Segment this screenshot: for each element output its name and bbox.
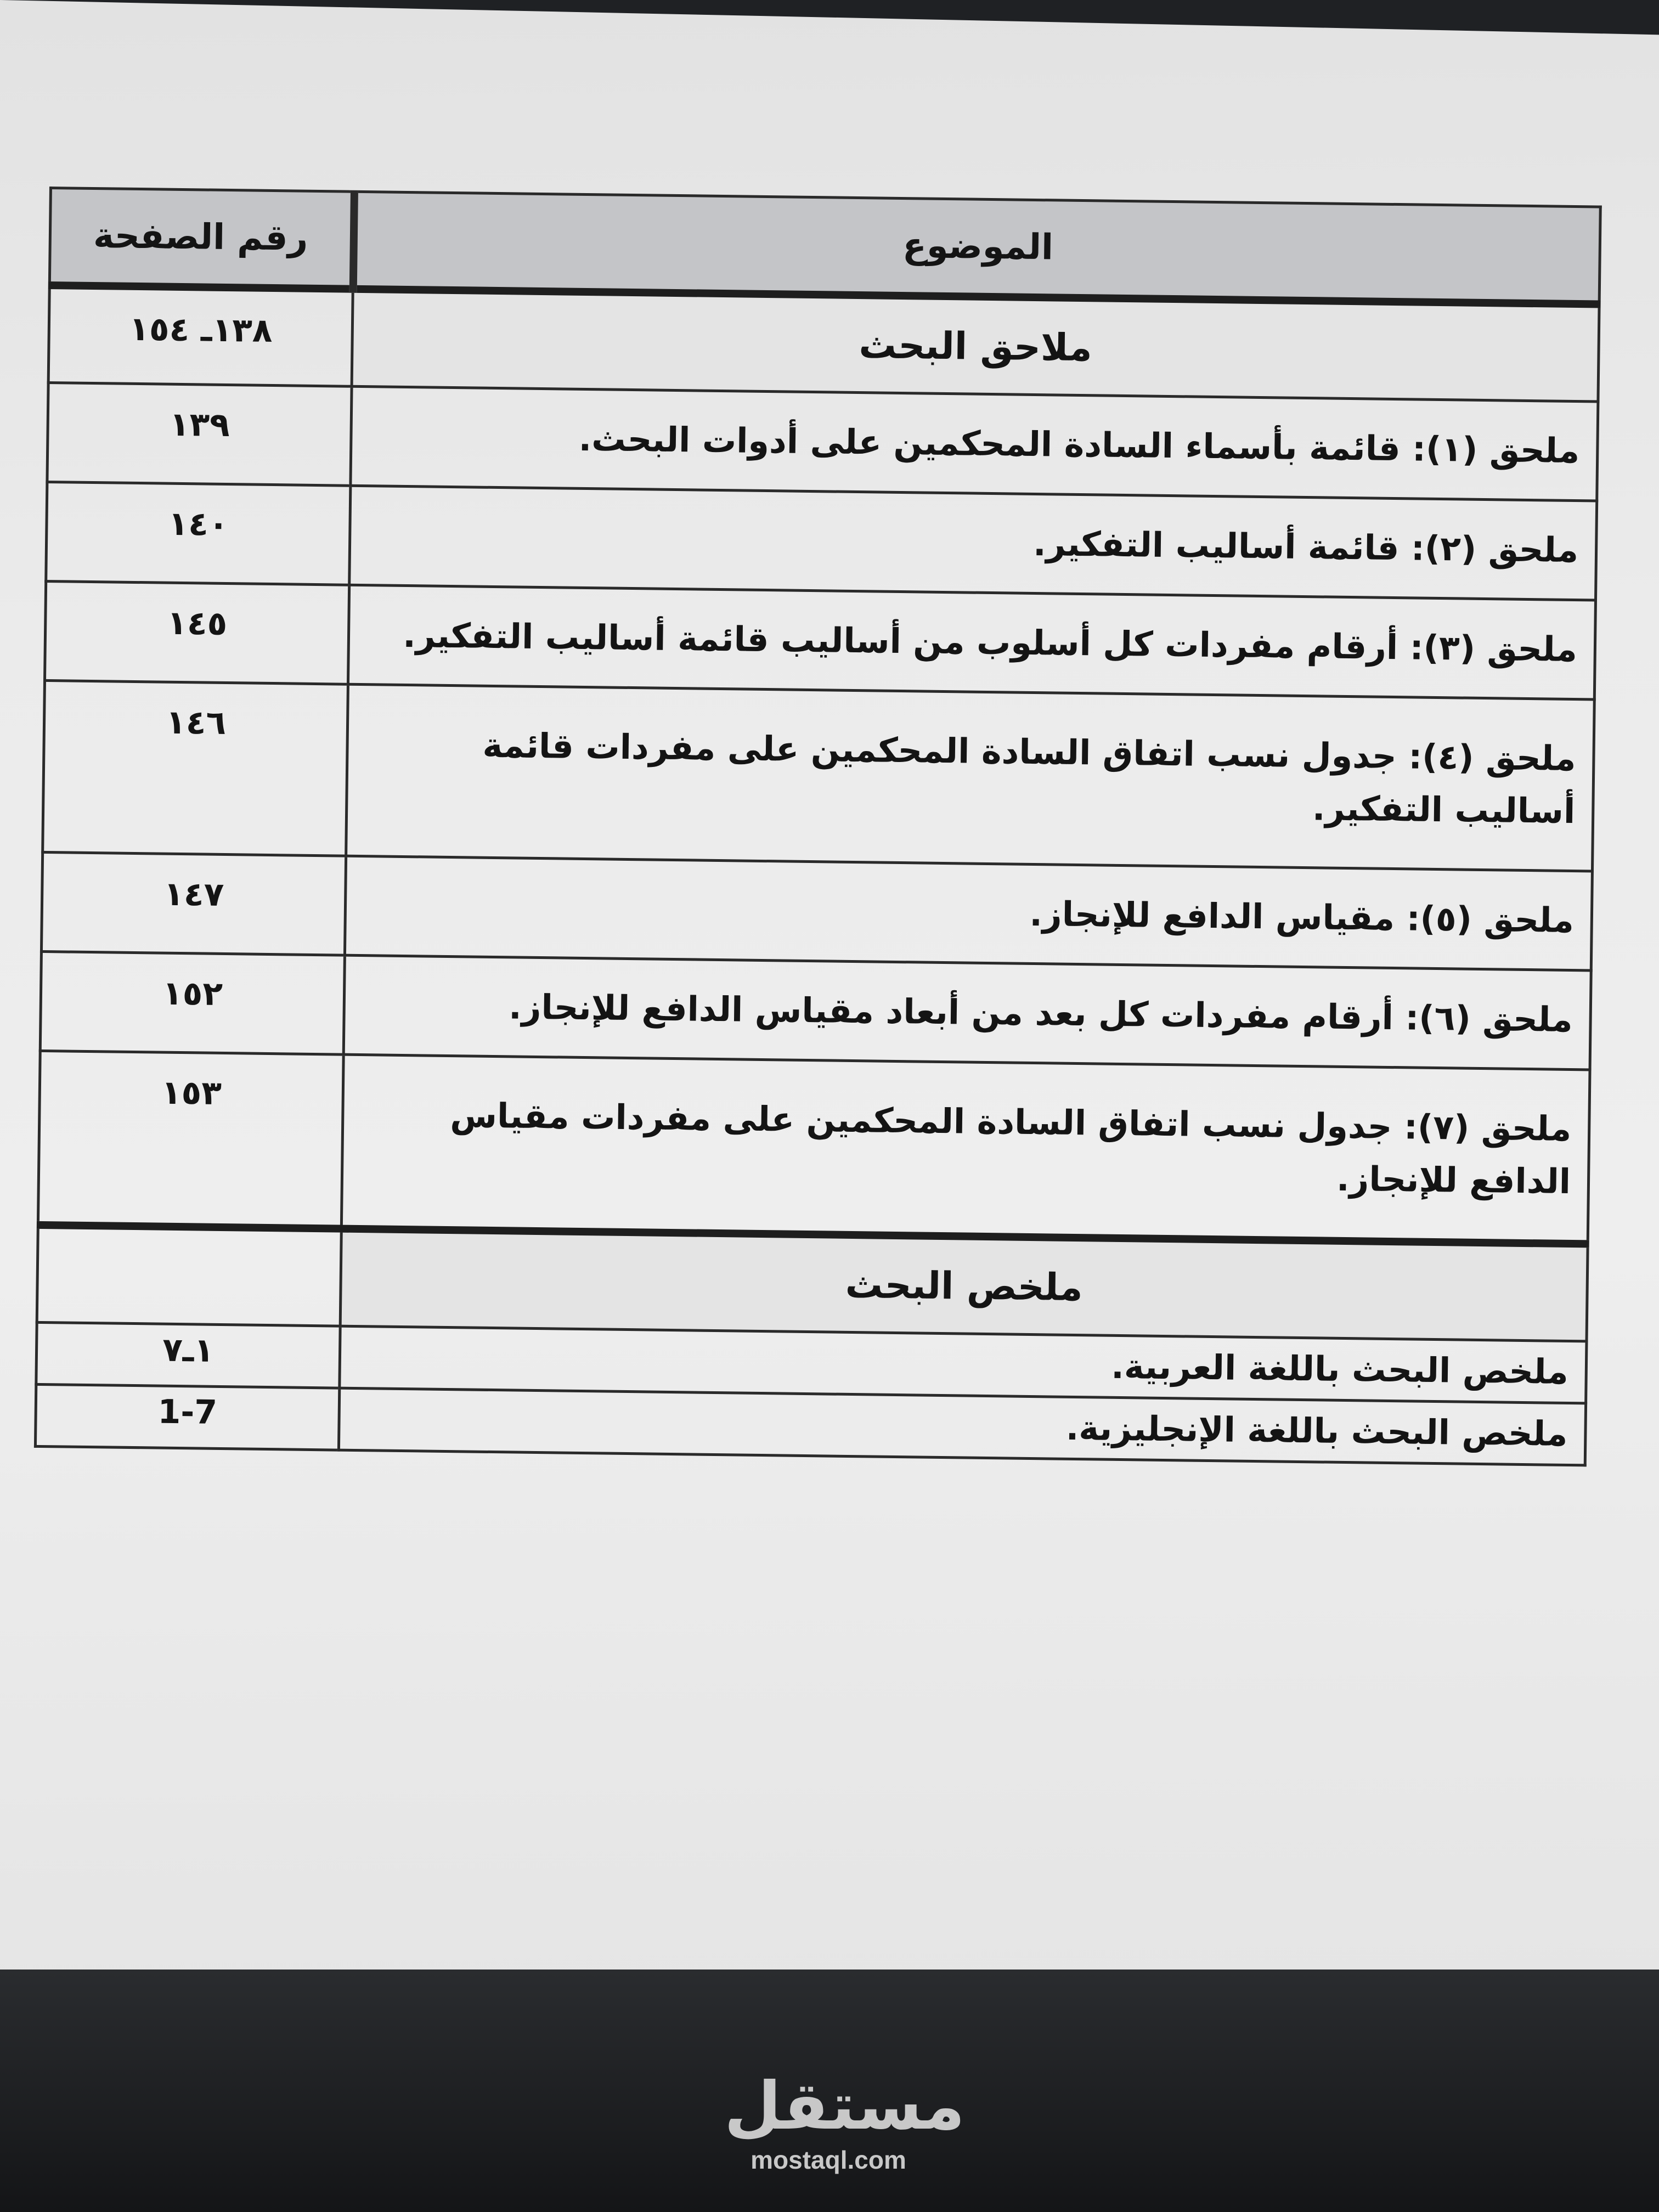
row-subject: ملخص البحث باللغة العربية. bbox=[340, 1326, 1587, 1403]
table-row bbox=[43, 680, 1595, 871]
row-subject: ملحق (٥): مقياس الدافع للإنجاز. bbox=[345, 856, 1593, 970]
table-row bbox=[47, 383, 1598, 501]
section-pages bbox=[37, 1225, 341, 1326]
row-subject: ملحق (٦): أرقام مفردات كل بعد من أبعاد مقياس الدافع للإنجاز. bbox=[343, 955, 1591, 1070]
row-subject: ملحق (٧): جدول نسب اتفاق السادة المحكمين على مفردات مقياس الدافع للإنجاز. bbox=[341, 1054, 1590, 1244]
row-subject: ملحق (٢): قائمة أساليب التفكير. bbox=[349, 486, 1597, 600]
section-pages: ١٣٨ـ ١٥٤ bbox=[48, 285, 353, 386]
row-subject: ملحق (١): قائمة بأسماء السادة المحكمين على أدوات البحث. bbox=[351, 386, 1598, 501]
row-subject: ملحق (٤): جدول نسب اتفاق السادة المحكمين على مفردات قائمة أساليب التفكير. bbox=[346, 684, 1595, 871]
page-number-header: رقم الصفحة bbox=[49, 188, 354, 289]
watermark-logo: مستقل bbox=[724, 2068, 965, 2145]
row-page: ١ـ٧ bbox=[36, 1322, 340, 1388]
row-page: ١٥٢ bbox=[40, 951, 345, 1054]
section-title: ملاحق البحث bbox=[352, 289, 1599, 402]
section-title: ملخص البحث bbox=[340, 1229, 1588, 1341]
header-row bbox=[49, 188, 1600, 304]
document-page bbox=[34, 187, 1602, 1467]
table-row bbox=[44, 581, 1595, 699]
table-row bbox=[41, 852, 1592, 970]
table-row bbox=[46, 482, 1597, 600]
row-page: ١٤٦ bbox=[43, 680, 348, 856]
row-subject: ملخص البحث باللغة الإنجليزية. bbox=[339, 1388, 1586, 1465]
watermark bbox=[724, 2068, 965, 2175]
table-of-contents bbox=[34, 187, 1602, 1467]
row-subject: ملحق (٣): أرقام مفردات كل أسلوب من أساليب قائمة أساليب التفكير. bbox=[348, 585, 1596, 699]
row-page: ١٤٥ bbox=[44, 581, 349, 684]
subject-header: الموضوع bbox=[353, 191, 1600, 304]
row-page: 1-7 bbox=[35, 1384, 339, 1450]
section-row-summary bbox=[37, 1225, 1588, 1341]
row-page: ١٤٠ bbox=[46, 482, 351, 585]
table-row bbox=[38, 1051, 1590, 1244]
section-row-appendices bbox=[48, 285, 1599, 402]
row-page: ١٥٣ bbox=[38, 1051, 343, 1228]
watermark-url: mostaql.com bbox=[751, 2146, 906, 2174]
row-page: ١٣٩ bbox=[47, 383, 352, 486]
table-row bbox=[40, 951, 1591, 1069]
row-page: ١٤٧ bbox=[41, 852, 346, 955]
